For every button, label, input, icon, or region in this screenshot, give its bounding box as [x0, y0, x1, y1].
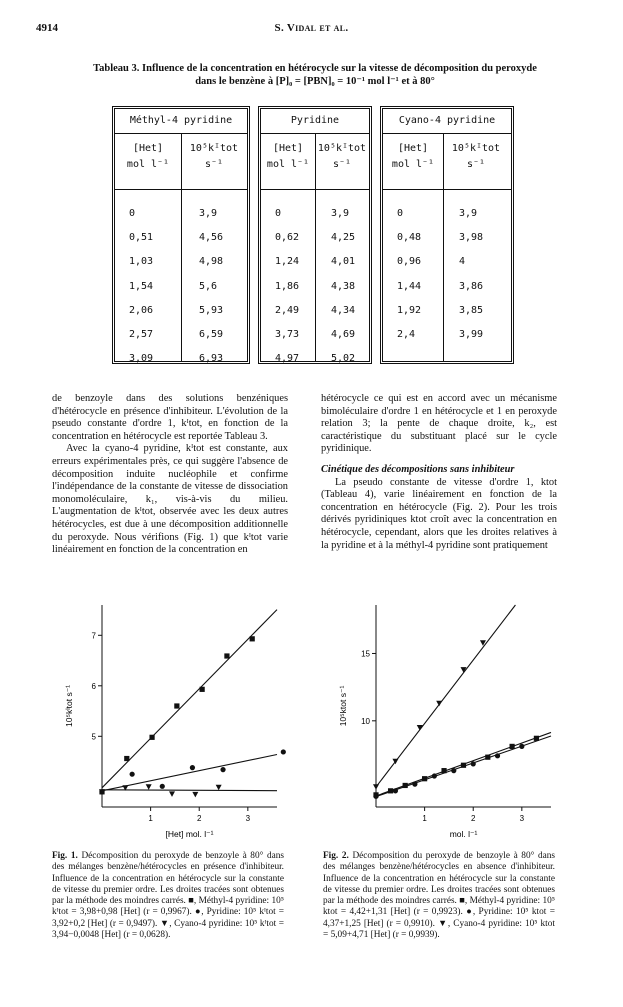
data-point-square	[510, 744, 515, 749]
x-tick-label: 2	[470, 814, 476, 823]
data-point-circle	[190, 765, 195, 770]
table-cell: 4,97	[275, 353, 300, 365]
col-het-header: [Het]	[132, 143, 164, 154]
table-cell: 1,54	[129, 280, 154, 292]
table-group-methyl	[112, 106, 250, 364]
table-cell: 1,24	[275, 256, 300, 268]
table-group-title: Pyridine	[290, 115, 340, 126]
het-column	[129, 202, 153, 371]
x-tick-label: 3	[519, 814, 525, 823]
table-cell: 5,02	[331, 353, 356, 365]
paragraph: La pseudo constante de vitesse d'ordre 1, ktot (Tableau 4), varie linéairement en fonction de la concentration en hétérocycle (Fig. 2). Pour les trois dérivés pyridiniques ktot croît avec la concentration en hétérocycle, cependant, alors que les droites relatives à la pyridine et à la méthyl-4 pyridine sont pratiquement	[321, 476, 557, 551]
table-cell: 0	[129, 208, 136, 219]
table-group-title: Cyano-4 pyridine	[398, 115, 496, 126]
caption-text: Décomposition du peroxyde de benzoyle à 80° dans des mélanges benzène/hétérocycles en absence d'inhibiteur. Influence de la concentration en hétérocycle sur la constante de vitesse du premier ordre. Les droites tracées sont obtenues par la méthode des moindres carrés. ■, Méthyl-4 pyridine: 10⁵ ktot = 4,42+1,31 [Het] (r = 0,9923). ●, Pyridine: 10⁵ ktot = 4,37+1,25 [Het] (r = 0,9910). ▼, Cyano-4 pyridine: 10⁵ ktot = 5,09+4,71 [Het] (r = 0,9939).	[323, 851, 555, 941]
table-cell: 4,38	[331, 280, 356, 292]
table-cell: 4,34	[331, 304, 356, 316]
caption-text: Décomposition du peroxyde de benzoyle à 80° dans des mélanges benzène/hétérocycles en présence d'inhibiteur. Influence de la concentration en hétérocycle sur la constante de vitesse du premier ordre. Les droites tracées sont obtenues par la méthode des moindres carrés. ■, Méthyl-4 pyridine: 10⁵ kᴵtot = 3,98+0,98 [Het] (r = 0,9967). ●, Pyridine: 10⁵ kᴵtot = 3,92+0,2 [Het] (r = 0,9497). ▼, Cyano-4 pyridine: 10⁵ kᴵtot = 3,94−0,0048 [Het] (r = 0,0628).	[52, 851, 284, 941]
figure-1	[52, 595, 292, 850]
y-tick-label: 10	[361, 716, 370, 726]
table-cell: 0,48	[397, 232, 422, 244]
table-cell: 3,99	[459, 328, 484, 340]
table-cell: 3,9	[199, 208, 218, 219]
table-cell: 2,4	[397, 328, 416, 340]
table-cell: 4,56	[199, 232, 224, 244]
figure-2-caption	[323, 851, 555, 941]
table-cell: 6,59	[199, 328, 224, 340]
x-tick-label: 1	[422, 814, 427, 823]
x-tick-label: 3	[245, 814, 251, 823]
table-cell: 1,86	[275, 280, 300, 292]
col-het-unit: mol l⁻¹	[126, 159, 170, 170]
k-column	[459, 202, 483, 347]
table-cell: 4,01	[331, 256, 356, 268]
data-point-circle	[160, 784, 165, 789]
data-point-square	[174, 703, 179, 708]
table-group-cyano	[380, 106, 514, 364]
x-tick-label: 2	[196, 814, 202, 823]
y-tick-label: 15	[361, 649, 370, 659]
data-point-triangle	[192, 792, 198, 798]
table-cell: 5,6	[199, 280, 218, 292]
data-point-triangle	[436, 701, 442, 707]
x-axis-label: mol. l⁻¹	[449, 829, 478, 839]
data-point-square	[224, 653, 229, 658]
table-cell: 0,96	[397, 256, 422, 268]
data-point-circle	[471, 761, 476, 766]
table-cell: 0	[275, 208, 282, 219]
table-cell: 1,03	[129, 256, 154, 268]
data-point-circle	[130, 772, 135, 777]
col-k-header: 10⁵kᴵtot	[189, 143, 239, 154]
table-cell: 4,69	[331, 328, 356, 340]
table-cell: 0,62	[275, 232, 300, 244]
figure-1-plot	[52, 595, 292, 845]
x-tick-label: 1	[148, 814, 153, 823]
data-point-square	[250, 636, 255, 641]
col-k-unit: s⁻¹	[204, 159, 224, 170]
table-cell: 4	[459, 256, 466, 268]
data-point-square	[124, 756, 129, 761]
col-k-header: 10⁵kᴵtot	[451, 143, 501, 154]
x-axis-label: [Het] mol. l⁻¹	[165, 829, 214, 839]
table-cell: 3,9	[459, 208, 478, 219]
figure-2	[326, 595, 566, 850]
y-axis-label: 10⁵ktot s⁻¹	[338, 685, 348, 727]
table-cell: 1,44	[397, 280, 422, 292]
table-cell: 3,73	[275, 328, 300, 340]
het-column	[275, 202, 299, 371]
col-k-unit: s⁻¹	[466, 159, 486, 170]
table-cell: 2,57	[129, 328, 154, 340]
table-cell: 0,51	[129, 232, 154, 244]
figure-label: Fig. 1.	[52, 851, 78, 861]
body-right-column	[321, 393, 557, 552]
data-point-square	[200, 687, 205, 692]
k-column	[331, 202, 355, 371]
data-point-circle	[519, 744, 524, 749]
y-tick-label: 7	[91, 631, 96, 641]
table-group-title: Méthyl-4 pyridine	[129, 115, 233, 126]
fit-line	[102, 790, 277, 791]
table-cell: 3,09	[129, 353, 154, 365]
y-tick-label: 6	[91, 681, 96, 691]
table-cell: 3,9	[331, 208, 350, 219]
y-axis-label: 10⁵kᴵtot s⁻¹	[64, 684, 74, 728]
data-point-circle	[412, 782, 417, 787]
data-point-triangle	[169, 791, 175, 797]
het-column	[397, 202, 421, 347]
running-head: S. Vidal et al.	[274, 22, 349, 34]
table-caption: Tableau 3. Influence de la concentration en hétérocycle sur la vitesse de décomposition du peroxyde dans le benzène à [P]₀ = [PBN]₀ = 10⁻¹ mol l⁻¹ et à 80°	[93, 63, 537, 87]
table-cell: 6,93	[199, 353, 224, 365]
y-tick-label: 5	[91, 732, 96, 742]
table-cell: 2,06	[129, 304, 154, 316]
data-point-circle	[373, 794, 378, 799]
data-point-circle	[393, 788, 398, 793]
col-k-header: 10⁵kᴵtot	[317, 143, 367, 154]
table-cell: 4,98	[199, 256, 224, 268]
col-het-unit: mol l⁻¹	[266, 159, 310, 170]
data-point-circle	[220, 767, 225, 772]
data-point-circle	[432, 773, 437, 778]
body-left-column	[52, 393, 288, 557]
table-cell: 0	[397, 208, 404, 219]
paragraph: Avec la cyano-4 pyridine, kᴵtot est constante, aux erreurs expérimentales près, ce qui suggère l'absence de décomposition induite nucléophile et confirme l'indépendance de la constante de vitesse de dissociation monomoléculaire, k₁, vis-à-vis du milieu. L'augmentation de kᴵtot, observée avec les deux autres hétérocycles, est due à une décomposition additionnelle du peroxyde. Nous vérifions (Fig. 1) que kᴵtot varie linéairement en fonction de la concentration en	[52, 443, 288, 556]
data-point-triangle	[392, 759, 398, 765]
figure-2-plot	[326, 595, 566, 845]
col-het-header: [Het]	[397, 143, 429, 154]
table-cell: 3,85	[459, 304, 484, 316]
col-k-unit: s⁻¹	[332, 159, 352, 170]
fit-line	[376, 736, 551, 797]
data-point-circle	[281, 749, 286, 754]
figure-1-caption	[52, 851, 284, 941]
table-cell: 3,86	[459, 280, 484, 292]
col-het-header: [Het]	[272, 143, 304, 154]
data-point-circle	[451, 768, 456, 773]
table-cell: 4,25	[331, 232, 356, 244]
table-cell: 5,93	[199, 304, 224, 316]
paragraph: hétérocycle ce qui est en accord avec un mécanisme bimoléculaire d'ordre 1 en hétérocycle et 1 en peroxyde relation 3; la pente de chaque droite, k₂, est caractéristique du substituant placé sur le cycle pyridinique.	[321, 393, 557, 455]
col-het-unit: mol l⁻¹	[391, 159, 435, 170]
data-point-square	[149, 735, 154, 740]
table-group-pyridine	[258, 106, 372, 364]
table-cell: 3,98	[459, 232, 484, 244]
table-cell: 2,49	[275, 304, 300, 316]
paragraph: de benzoyle dans des solutions benzéniques d'hétérocycle en présence d'inhibiteur. L'évolution de la pseudo constante d'ordre 1, kᴵtot, en fonction de la concentration en hétérocycle est reportée Tableau 3.	[52, 393, 288, 442]
figure-label: Fig. 2.	[323, 851, 349, 861]
data-point-triangle	[216, 785, 222, 791]
data-point-triangle	[146, 784, 152, 790]
data-point-triangle	[373, 784, 379, 790]
section-heading: Cinétique des décompositions sans inhibiteur	[321, 463, 515, 475]
page-number: 4914	[36, 22, 58, 34]
k-column	[199, 202, 223, 371]
table-cell: 1,92	[397, 304, 422, 316]
data-point-circle	[495, 753, 500, 758]
